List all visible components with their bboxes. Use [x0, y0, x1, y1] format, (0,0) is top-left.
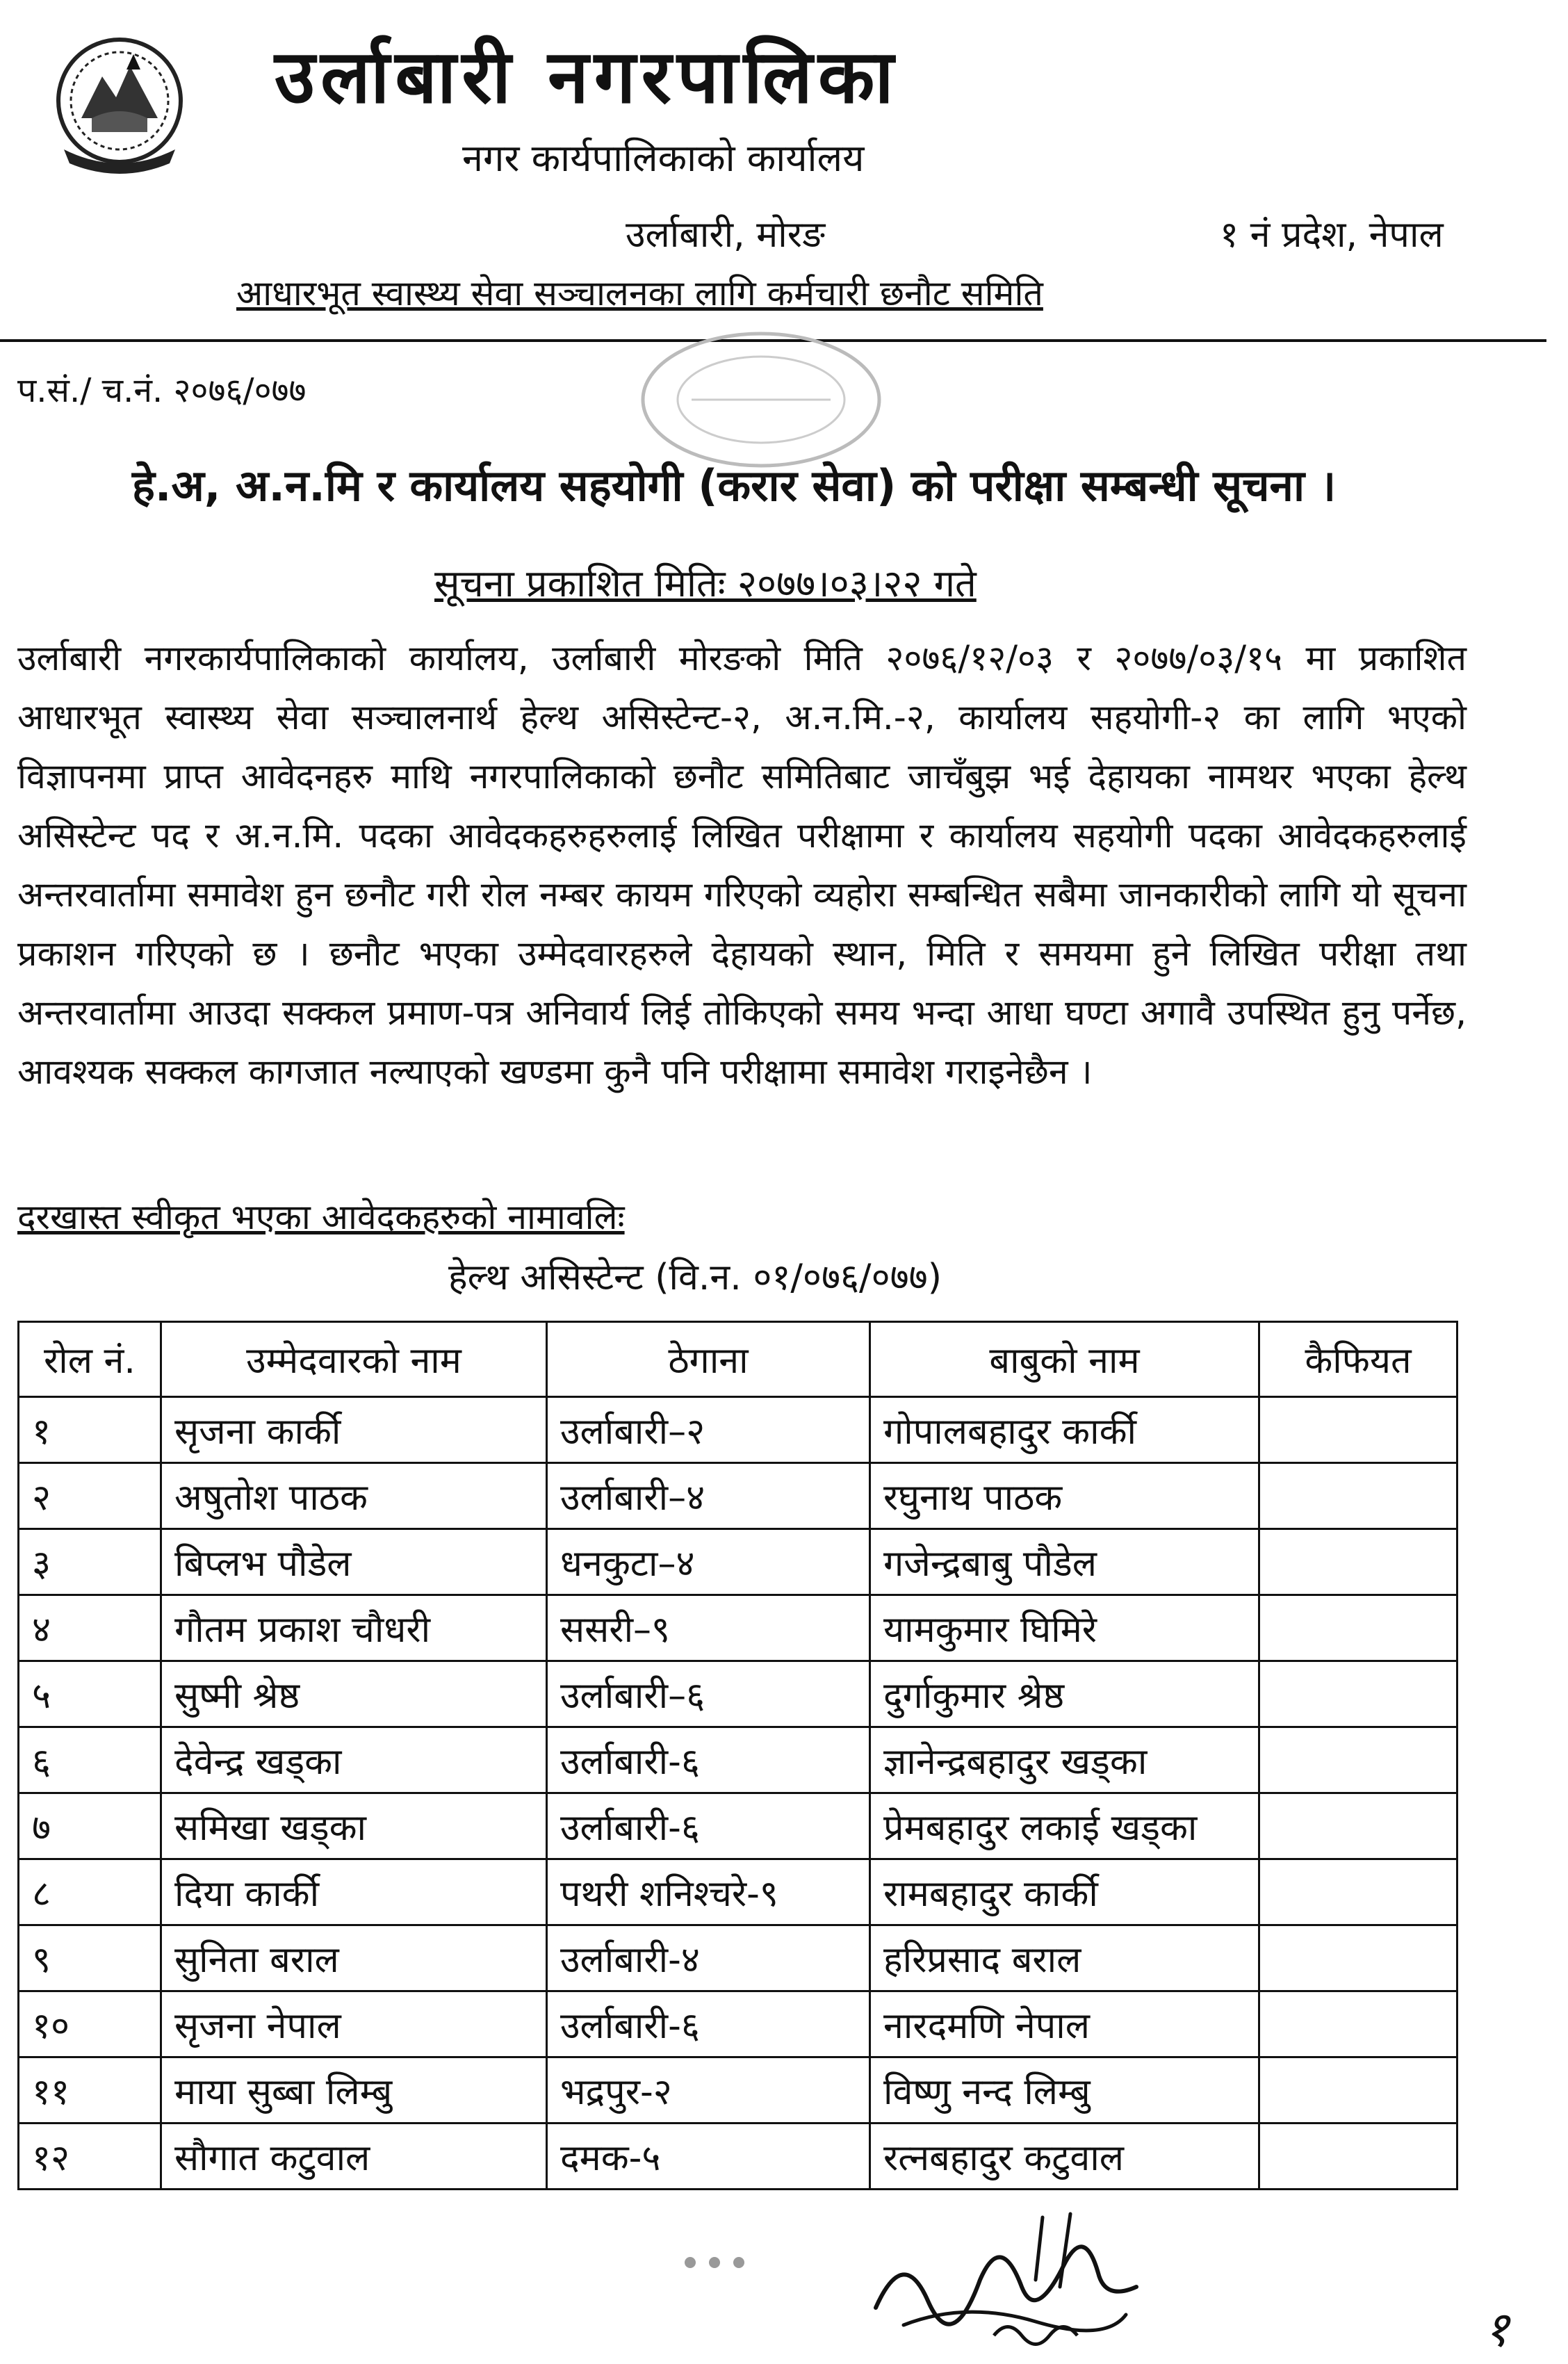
column-header-father: बाबुको नाम — [870, 1322, 1259, 1397]
candidate-name-cell: सृजना नेपाल — [161, 1991, 547, 2057]
father-name-cell: रघुनाथ पाठक — [870, 1463, 1259, 1529]
father-name-cell: यामकुमार घिमिरे — [870, 1595, 1259, 1661]
reference-number: प.सं./ च.नं. २०७६/०७७ — [17, 371, 307, 410]
remarks-cell — [1259, 1595, 1457, 1661]
page-number: १ — [1484, 2301, 1510, 2358]
remarks-cell — [1259, 1793, 1457, 1859]
table-row — [19, 1727, 1457, 1793]
office-address: उर्लाबारी, मोरङ — [626, 214, 826, 256]
committee-name: आधारभूत स्वास्थ्य सेवा सञ्चालनका लागि कर्मचारी छनौट समिति — [236, 273, 1043, 313]
address-cell: उर्लाबारी-६ — [547, 1991, 870, 2057]
municipality-name: उर्लाबारी नगरपालिका — [275, 34, 899, 120]
remarks-cell — [1259, 1925, 1457, 1991]
remarks-cell — [1259, 1463, 1457, 1529]
father-name-cell: दुर्गाकुमार श्रेष्ठ — [870, 1661, 1259, 1727]
notice-body: उर्लाबारी नगरकार्यपालिकाको कार्यालय, उर्लाबारी मोरङको मिति २०७६/१२/०३ र २०७७/०३/१५ मा प्रकाशित आधारभूत स्वास्थ्य सेवा सञ्चालनार्थ हेल्थ असिस्टेन्ट-२, अ.न.मि.-२, कार्यालय सहयोगी-२ का लागि भएको विज्ञापनमा प्राप्त आवेदनहरु माथि नगरपालिकाको छनौट समितिबाट जाचँबुझ भई देहायका नामथर भएका हेल्थ असिस्टेन्ट पद र अ.न.मि. पदका आवेदकहरुहरुलाई लिखित परीक्षामा र कार्यालय सहयोगी पदका आवेदकहरुलाई अन्तरवार्तामा समावेश हुन छनौट गरी रोल नम्बर कायम गरिएको व्यहोरा सम्बन्धित सबैमा जानकारीको लागि यो सूचना प्रकाशन गरिएको छ । छनौट भएका उम्मेदवारहरुले देहायको स्थान, मिति र समयमा हुने लिखित परीक्षा तथा अन्तरवार्तामा आउदा सक्कल प्रमाण-पत्र अनिवार्य लिई तोकिएको समय भन्दा आधा घण्टा अगावै उपस्थित हुनु पर्नेछ, आवश्यक सक्कल कागजात नल्याएको खण्डमा कुनै पनि परीक्षामा समावेश गराइनेछैन । — [17, 638, 1467, 1092]
candidate-name-cell: दिया कार्की — [161, 1859, 547, 1925]
publish-date: सूचना प्रकाशित मितिः २०७७।०३।२२ गते — [434, 562, 977, 605]
remarks-cell — [1259, 1661, 1457, 1727]
address-cell: धनकुटा–४ — [547, 1529, 870, 1595]
candidate-name-cell: माया सुब्बा लिम्बु — [161, 2057, 547, 2123]
remarks-cell — [1259, 1529, 1457, 1595]
nepal-emblem-icon — [43, 28, 196, 181]
roll-number-cell: ४ — [19, 1595, 161, 1661]
father-name-cell: विष्णु नन्द लिम्बु — [870, 2057, 1259, 2123]
table-row — [19, 1991, 1457, 2057]
office-name: नगर कार्यपालिकाको कार्यालय — [462, 136, 865, 180]
table-row — [19, 1463, 1457, 1529]
candidate-name-cell: बिप्लभ पौडेल — [161, 1529, 547, 1595]
roll-number-cell: १२ — [19, 2123, 161, 2190]
table-row — [19, 1793, 1457, 1859]
father-name-cell: नारदमणि नेपाल — [870, 1991, 1259, 2057]
table-row — [19, 2123, 1457, 2190]
table-row — [19, 1925, 1457, 1991]
address-cell: उर्लाबारी–२ — [547, 1397, 870, 1463]
father-name-cell: गजेन्द्रबाबु पौडेल — [870, 1529, 1259, 1595]
candidate-name-cell: समिखा खड्का — [161, 1793, 547, 1859]
column-header-name: उम्मेदवारको नाम — [161, 1322, 547, 1397]
remarks-cell — [1259, 1859, 1457, 1925]
roll-number-cell: ५ — [19, 1661, 161, 1727]
remarks-cell — [1259, 1397, 1457, 1463]
signature-icon — [862, 2203, 1154, 2356]
roll-number-cell: ८ — [19, 1859, 161, 1925]
table-row — [19, 1661, 1457, 1727]
father-name-cell: गोपालबहादुर कार्की — [870, 1397, 1259, 1463]
column-header-remarks: कैफियत — [1259, 1322, 1457, 1397]
candidate-name-cell: सुष्मी श्रेष्ठ — [161, 1661, 547, 1727]
candidate-name-cell: अषुतोश पाठक — [161, 1463, 547, 1529]
father-name-cell: ज्ञानेन्द्रबहादुर खड्का — [870, 1727, 1259, 1793]
roll-number-cell: १ — [19, 1397, 161, 1463]
candidate-name-cell: सौगात कटुवाल — [161, 2123, 547, 2190]
table-row — [19, 1397, 1457, 1463]
table-row — [19, 1859, 1457, 1925]
address-cell: उर्लाबारी-६ — [547, 1727, 870, 1793]
roll-number-cell: २ — [19, 1463, 161, 1529]
remarks-cell — [1259, 2057, 1457, 2123]
address-cell: उर्लाबारी-४ — [547, 1925, 870, 1991]
applicant-list-heading: दरखास्त स्वीकृत भएका आवेदकहरुको नामावलिः — [17, 1197, 625, 1237]
address-cell: उर्लाबारी–६ — [547, 1661, 870, 1727]
address-cell: दमक-५ — [547, 2123, 870, 2190]
roll-number-cell: ६ — [19, 1727, 161, 1793]
notice-title: हे.अ, अ.न.मि र कार्यालय सहयोगी (करार सेवा) को परीक्षा सम्बन्धी सूचना । — [132, 460, 1337, 511]
remarks-cell — [1259, 2123, 1457, 2190]
office-stamp-icon — [629, 327, 893, 476]
address-cell: ससरी–९ — [547, 1595, 870, 1661]
roll-number-cell: ३ — [19, 1529, 161, 1595]
candidate-name-cell: सृजना कार्की — [161, 1397, 547, 1463]
roll-number-cell: ७ — [19, 1793, 161, 1859]
father-name-cell: हरिप्रसाद बराल — [870, 1925, 1259, 1991]
remarks-cell — [1259, 1727, 1457, 1793]
table-row — [19, 2057, 1457, 2123]
candidate-name-cell: सुनिता बराल — [161, 1925, 547, 1991]
province-address: १ नं प्रदेश, नेपाल — [1220, 214, 1444, 256]
address-cell: पथरी शनिश्चरे-९ — [547, 1859, 870, 1925]
remarks-cell — [1259, 1991, 1457, 2057]
table-header-row — [19, 1322, 1457, 1397]
table-row — [19, 1595, 1457, 1661]
address-cell: उर्लाबारी–४ — [547, 1463, 870, 1529]
roll-number-cell: १० — [19, 1991, 161, 2057]
table-caption: हेल्थ असिस्टेन्ट (वि.न. ०१/०७६/०७७) — [448, 1257, 942, 1298]
father-name-cell: रामबहादुर कार्की — [870, 1859, 1259, 1925]
roll-number-cell: ११ — [19, 2057, 161, 2123]
candidate-name-cell: देवेन्द्र खड्का — [161, 1727, 547, 1793]
table-row — [19, 1529, 1457, 1595]
address-cell: भद्रपुर-२ — [547, 2057, 870, 2123]
candidate-table — [17, 1321, 1458, 2190]
address-cell: उर्लाबारी-६ — [547, 1793, 870, 1859]
roll-number-cell: ९ — [19, 1925, 161, 1991]
father-name-cell: प्रेमबहादुर लकाई खड्का — [870, 1793, 1259, 1859]
column-header-roll: रोल नं. — [19, 1322, 161, 1397]
father-name-cell: रत्नबहादुर कटुवाल — [870, 2123, 1259, 2190]
candidate-name-cell: गौतम प्रकाश चौधरी — [161, 1595, 547, 1661]
more-dots-icon — [673, 2252, 756, 2273]
column-header-address: ठेगाना — [547, 1322, 870, 1397]
